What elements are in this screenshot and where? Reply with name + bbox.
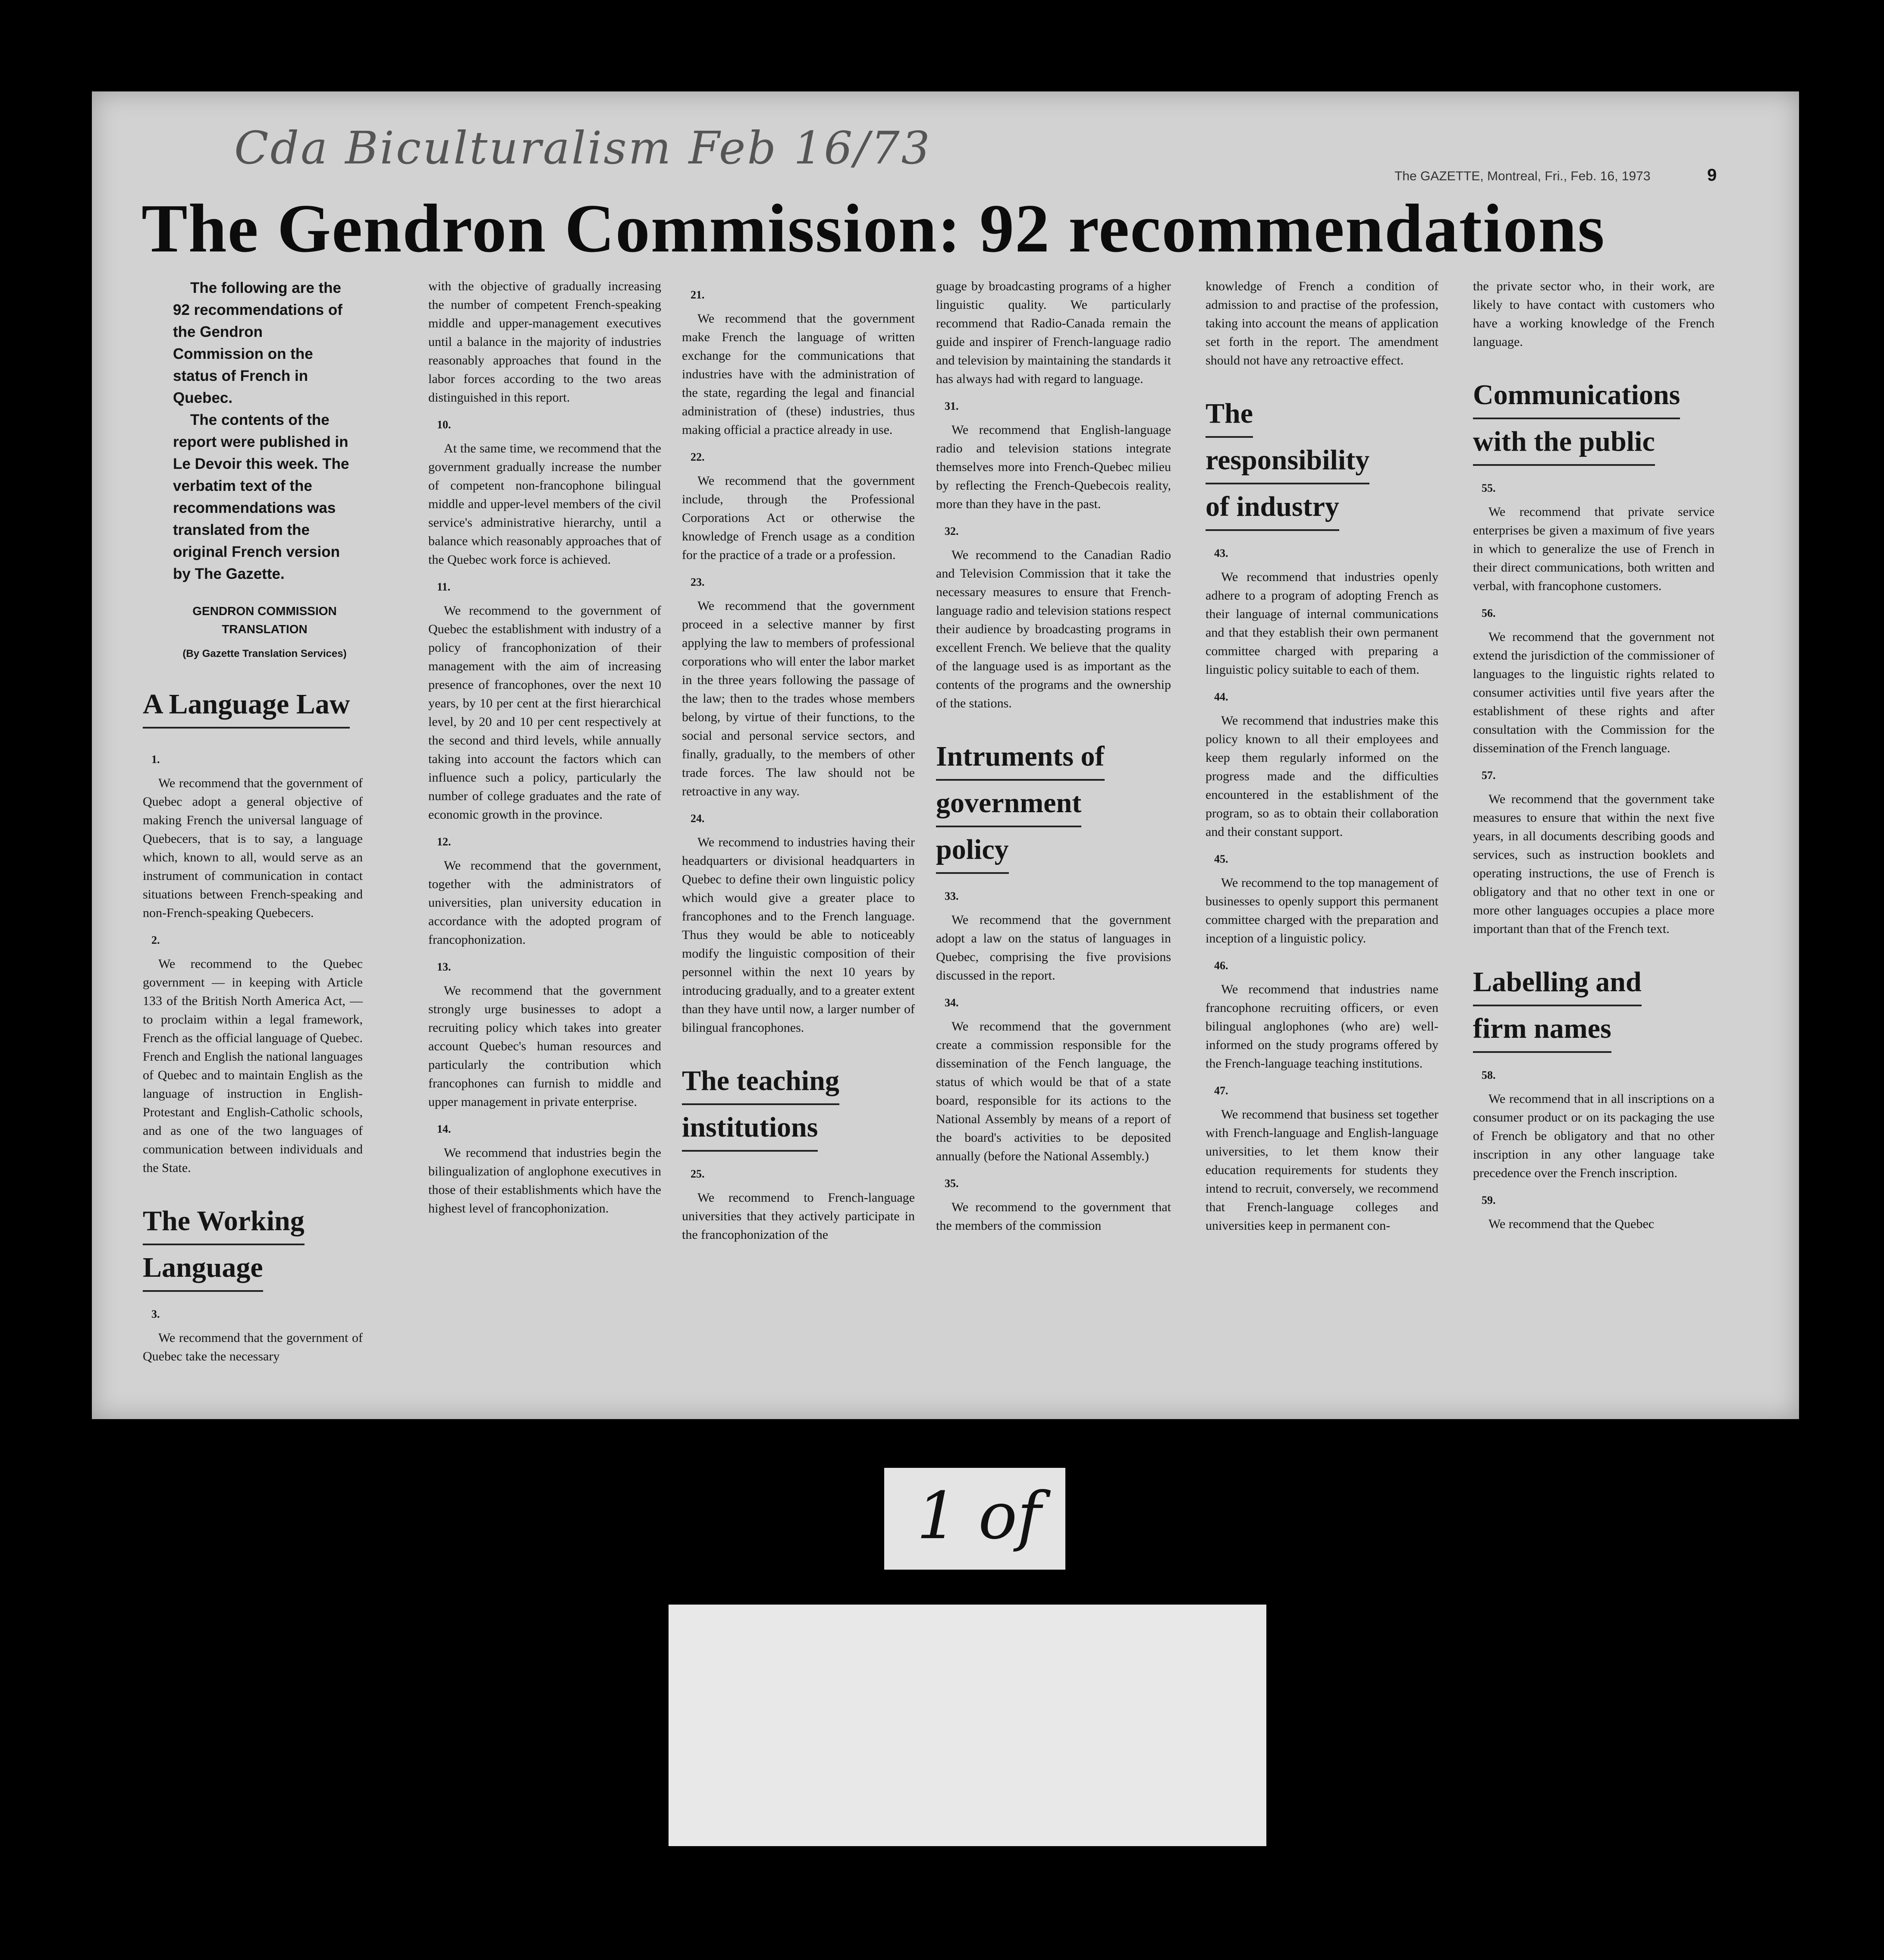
heading-line: institutions <box>682 1105 818 1152</box>
rec-number: 1. <box>151 753 160 766</box>
rec-number: 3. <box>151 1308 160 1320</box>
rec-text: We recommend that the government adopt a law on the status of languages in Quebec, comprising the five provisions discussed in the report. <box>936 913 1171 983</box>
section-heading <box>1206 391 1438 531</box>
intro <box>173 277 356 665</box>
rec-number: 31. <box>945 400 959 412</box>
rec-text: We recommend that the government not extend the jurisdiction of the commissioner of languages to the linguistic rights related to consumer activities until five years after the establishment of these rights and after consultation with the Commission for the dissemination of the French language. <box>1473 630 1714 755</box>
column-5 <box>1206 277 1438 1243</box>
page-number: 9 <box>1707 166 1717 185</box>
rec-text: We recommend that the government of Quebec adopt a general objective of making French the universal language of Quebecers, that is to say, a language which, known to all, would serve as an instrument of communication in contact situations between French-speaking and non-French-speaking Quebecers. <box>143 776 363 920</box>
newspaper-clipping <box>92 91 1799 1419</box>
rec-text: We recommend that industries begin the bilingualization of anglophone executives in those of their establishments which have the highest level of francophonization. <box>428 1146 661 1216</box>
heading-line: Labelling and <box>1473 960 1642 1006</box>
rec-number: 57. <box>1482 769 1496 782</box>
rec-number: 10. <box>437 418 451 431</box>
heading-line: government <box>936 781 1081 827</box>
heading-line: firm names <box>1473 1006 1611 1053</box>
rec-text: We recommend that the government strongly urge businesses to adopt a recruiting policy which takes into greater account Quebec's human resources and particularly the contribution which francophones can furnish to middle and upper management in private enterprise. <box>428 983 661 1109</box>
rec-text: We recommend that in all inscriptions on a consumer product or on its packaging the use of French be obligatory and that no other inscription in any other language take precedence over the French inscription. <box>1473 1092 1714 1180</box>
rec-number: 2. <box>151 934 160 946</box>
rec-number: 34. <box>945 996 959 1009</box>
rec-number: 46. <box>1214 959 1228 972</box>
section-heading <box>1473 373 1714 466</box>
intro-paragraph: The contents of the report were published in Le Devoir this week. The verbatim text of the recommendations was translated from the original French version by The Gazette. <box>173 411 349 582</box>
handwritten-note: Cda Biculturalism Feb 16/73 <box>234 122 932 174</box>
rec-text: We recommend to industries having their headquarters or divisional headquarters in Quebec to define their own linguistic policy which would give a greater place to francophones and to the French language. Thus they would be able to noticeably modify the linguistic composition of their personnel within the next 10 years by introducing gradually, and to a greater extent than they have until now, a larger number of bilingual francophones. <box>682 835 915 1035</box>
rec-text: guage by broadcasting programs of a higher linguistic quality. We particularly recommend that Radio-Canada remain the guide and inspirer of French-language radio and television by maintaining the standards it has always had with regard to language. <box>936 279 1171 386</box>
page-count-label: 1 of <box>917 1479 1041 1554</box>
rec-text: We recommend that the government, together with the administrators of universities, plan university education in accordance with the adopted program of francophonization. <box>428 858 661 947</box>
rec-text: We recommend that business set together with French-language and English-language universities, to let them know their education requirements for students they intend to recruit, conversely, we recommend that French-language colleges and universities keep in permanent con- <box>1206 1107 1438 1233</box>
rec-text: At the same time, we recommend that the government gradually increase the number of competent non-francophone bilingual middle and upper-level members of the civil service's administrative hierarchy, until a balance which reasonably approaches that of the Quebec work force is achieved. <box>428 441 661 567</box>
rec-text: We recommend to the top management of businesses to openly support this permanent committee charged with the preparation and inception of a linguistic policy. <box>1206 876 1438 945</box>
column-3 <box>682 277 915 1252</box>
rec-number: 22. <box>691 451 705 463</box>
section-heading <box>682 1059 915 1152</box>
rec-number: 43. <box>1214 547 1228 559</box>
rec-text: We recommend that the government create a commission responsible for the dissemination of the Fench language, the status of which would be that of a state board, responsible for its actions to the National Assembly by means of a report of the board's activities to be deposited annually (before the National Assembly.) <box>936 1019 1171 1163</box>
section-heading <box>143 1199 363 1292</box>
headline: The Gendron Commission: 92 recommendations <box>141 190 1605 267</box>
rec-number: 13. <box>437 961 451 973</box>
rec-number: 47. <box>1214 1084 1228 1097</box>
rec-text: We recommend to the Canadian Radio and Television Commission that it take the necessary measures to ensure that French-language radio and television stations respect their audience by broadcasting programs in excellent French. We believe that the quality of the language used is as important as the contents of the programs and the ownership of the stations. <box>936 548 1171 710</box>
rec-number: 14. <box>437 1123 451 1135</box>
column-6 <box>1473 277 1714 1241</box>
masthead: The GAZETTE, Montreal, Fri., Feb. 16, 1973 <box>1394 169 1651 183</box>
intro-paragraph: The following are the 92 recommendations of the Gendron Commission on the status of French in Quebec. <box>173 280 342 406</box>
heading-line: of industry <box>1206 484 1339 531</box>
rec-number: 25. <box>691 1168 705 1180</box>
rec-text: We recommend that the government make French the language of written exchange for the communications that industries have with the administration of the state, regarding the legal and financial administration of (these) industries, thus making official a practice already in use. <box>682 311 915 437</box>
rec-text: We recommend that the government proceed in a selective manner by first applying the law to members of professional corporations who will enter the labor market in the three years following the passage of the law; then to the trades whose members belong, by virtue of their functions, to the social and personal service sectors, and finally, gradually, to the members of other trade forces. The law should not be retroactive in any way. <box>682 599 915 798</box>
section-heading: A Language Law <box>143 682 350 729</box>
rec-text: We recommend to the government that the members of the commission <box>936 1200 1171 1233</box>
rec-number: 44. <box>1214 691 1228 703</box>
rec-number: 33. <box>945 890 959 902</box>
rec-number: 11. <box>437 581 451 593</box>
heading-line: The Working <box>143 1199 305 1245</box>
heading-line: The <box>1206 391 1253 438</box>
rec-text: We recommend that the Quebec <box>1488 1217 1655 1231</box>
heading-line: Communications <box>1473 373 1680 419</box>
rec-text: We recommend that the government of Quebec take the necessary <box>143 1331 363 1363</box>
rec-text: We recommend to French-language universities that they actively participate in the francophonization of the <box>682 1190 915 1242</box>
heading-line: Intruments of <box>936 734 1105 781</box>
column-2 <box>428 277 661 1225</box>
heading-line: Language <box>143 1245 263 1292</box>
rec-number: 58. <box>1482 1069 1496 1081</box>
rec-number: 12. <box>437 836 451 848</box>
section-heading <box>1473 960 1714 1053</box>
credit-line: GENDRON COMMISSION TRANSLATION <box>192 604 337 636</box>
section-heading <box>936 734 1171 874</box>
rec-text: We recommend that private service enterprises be given a maximum of five years in which to generalize the use of French in their direct communications, both written and verbal, with francophone customers. <box>1473 505 1714 593</box>
page-count-card <box>884 1468 1065 1570</box>
heading-line: with the public <box>1473 419 1655 466</box>
rec-text: We recommend that industries name francophone recruiting officers, or even bilingual anglophones (who are) well-informed on the study programs offered by the French-language teaching institutions. <box>1206 982 1438 1071</box>
rec-number: 55. <box>1482 482 1496 494</box>
rec-text: We recommend that the government take measures to ensure that within the next five years, in all documents describing goods and services, such as instruction booklets and operating instructions, the use of French is obligatory and that no other text in one or more other languages occupies a place more important than that of the French text. <box>1473 792 1714 936</box>
heading-line: The teaching <box>682 1059 839 1105</box>
rec-text: with the objective of gradually increasing the number of competent French-speaking middle and upper-management executives until a balance in the majority of industries reasonably approaches that found in the labor forces according to the two areas distinguished in this report. <box>428 279 661 405</box>
rec-number: 35. <box>945 1177 959 1190</box>
column-4 <box>936 277 1171 1243</box>
rec-text: We recommend to the Quebec government — in keeping with Article 133 of the British North America Act, — to proclaim within a legal framework, French as the official language of Quebec. French and English the national languages of Quebec and to maintain English as the language of instruction in English-Protestant and English-Catholic schools, and as one of the two languages of communication between individuals and the State. <box>143 957 363 1175</box>
credit-subline: (By Gazette Translation Services) <box>182 648 347 660</box>
rec-text: We recommend that English-language radio and television stations integrate themselves more into French-Quebec milieu by reflecting the French-Quebecois reality, more than they have in the past. <box>936 423 1171 511</box>
column-1 <box>143 277 363 1373</box>
rec-number: 56. <box>1482 607 1496 619</box>
rec-text: We recommend that industries openly adhere to a program of adopting French as their language of internal communications and that they establish their own permanent committee charged with preparing a linguistic policy suitable to each of them. <box>1206 570 1438 677</box>
rec-number: 32. <box>945 525 959 537</box>
rec-text: We recommend that the government include, through the Professional Corporations Act or otherwise the knowledge of French usage as a condition for the practice of a trade or a profession. <box>682 474 915 562</box>
heading-line: policy <box>936 827 1009 874</box>
blank-card <box>669 1605 1266 1846</box>
rec-text: the private sector who, in their work, are likely to have contact with customers who have a working knowledge of the French language. <box>1473 279 1714 349</box>
rec-text: We recommend to the government of Quebec the establishment with industry of a policy of francophonization of their management with the aim of increasing presence of francophones, over the next 10 years, by 10 per cent at the first hierarchical level, by 20 and 10 per cent respectively at the second and third levels, while annually taking into account the factors which can influence such a policy, particularly the number of college graduates and the rate of economic growth in the province. <box>428 603 661 822</box>
rec-text: knowledge of French a condition of admission to and practise of the profession, taking into account the means of application set forth in the report. The amendment should not have any retroactive effect. <box>1206 279 1438 368</box>
heading-line: responsibility <box>1206 438 1369 484</box>
rec-number: 24. <box>691 812 705 825</box>
rec-number: 23. <box>691 576 705 588</box>
rec-text: We recommend that industries make this policy known to all their employees and keep them regularly informed on the progress made and the difficulties encountered in the establishment of the program, so as to obtain their collaboration and their constant support. <box>1206 713 1438 839</box>
rec-number: 45. <box>1214 853 1228 865</box>
rec-number: 59. <box>1482 1194 1496 1206</box>
rec-number: 21. <box>691 289 705 301</box>
